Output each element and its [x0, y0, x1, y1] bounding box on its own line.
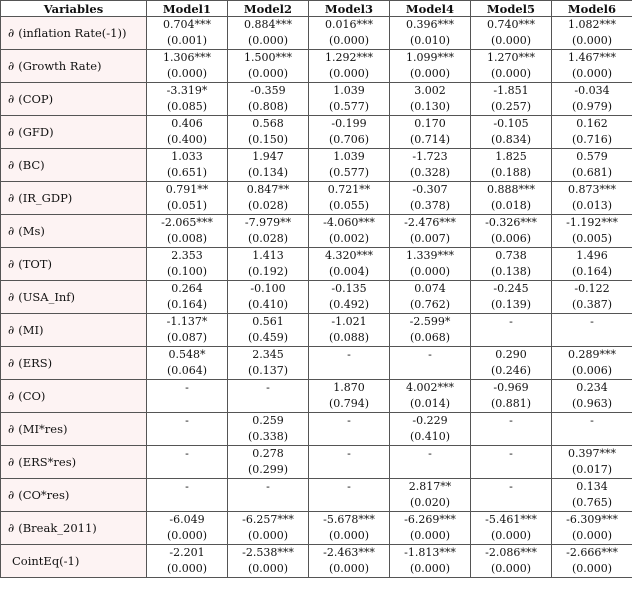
- pvalue-cell: (0.762): [390, 297, 471, 314]
- coefficient-cell: 2.353: [147, 248, 228, 265]
- coefficient-cell: 4.002***: [390, 380, 471, 397]
- coefficient-cell: -6.309***: [552, 512, 632, 529]
- pvalue-cell: (0.000): [471, 528, 552, 545]
- coefficient-cell: -3.319*: [147, 83, 228, 100]
- header-variables: Variables: [1, 1, 147, 17]
- pvalue-cell: (0.000): [552, 33, 632, 50]
- coefficient-cell: -0.359: [228, 83, 309, 100]
- coefficient-cell: -: [309, 347, 390, 364]
- pvalue-cell: [147, 495, 228, 512]
- variable-name: (USA_Inf): [18, 290, 76, 304]
- coefficient-cell: -0.199: [309, 116, 390, 133]
- pvalue-cell: (0.651): [147, 165, 228, 182]
- coefficient-cell: -: [147, 413, 228, 430]
- coefficient-cell: -6.269***: [390, 512, 471, 529]
- pvalue-cell: [228, 495, 309, 512]
- pvalue-cell: [390, 363, 471, 380]
- coefficient-cell: 0.134: [552, 479, 632, 496]
- coefficient-cell: -: [552, 413, 632, 430]
- pvalue-cell: (0.000): [309, 33, 390, 50]
- coefficient-cell: -2.201: [147, 545, 228, 562]
- pvalue-cell: (0.000): [552, 561, 632, 578]
- coefficient-cell: 0.397***: [552, 446, 632, 463]
- table-row-coefficients: [1, 314, 632, 331]
- coefficient-cell: 0.278: [228, 446, 309, 463]
- coefficient-cell: -2.476***: [390, 215, 471, 232]
- coefficient-cell: -5.678***: [309, 512, 390, 529]
- table-row-coefficients: [1, 50, 632, 67]
- pvalue-cell: (0.028): [228, 231, 309, 248]
- coefficient-cell: 0.888***: [471, 182, 552, 199]
- coefficient-cell: 0.884***: [228, 17, 309, 34]
- coefficient-cell: 1.496: [552, 248, 632, 265]
- table-row-coefficients: [1, 116, 632, 133]
- coefficient-cell: -1.723: [390, 149, 471, 166]
- coefficient-cell: -6.049: [147, 512, 228, 529]
- partial-symbol: ∂: [8, 323, 15, 337]
- partial-symbol: ∂: [8, 422, 15, 436]
- header-model3: Model3: [309, 1, 390, 17]
- coefficient-cell: 0.548*: [147, 347, 228, 364]
- pvalue-cell: (0.006): [471, 231, 552, 248]
- partial-symbol: ∂: [8, 59, 15, 73]
- coefficient-cell: -: [228, 479, 309, 496]
- pvalue-cell: (0.028): [228, 198, 309, 215]
- table-row-coefficients: [1, 83, 632, 100]
- pvalue-cell: (0.000): [390, 528, 471, 545]
- header-model1: Model1: [147, 1, 228, 17]
- pvalue-cell: [147, 462, 228, 479]
- pvalue-cell: [147, 396, 228, 413]
- pvalue-cell: [309, 363, 390, 380]
- pvalue-cell: (0.137): [228, 363, 309, 380]
- coefficient-cell: -: [471, 446, 552, 463]
- coefficient-cell: -0.307: [390, 182, 471, 199]
- pvalue-cell: (0.138): [471, 264, 552, 281]
- pvalue-cell: (0.000): [390, 561, 471, 578]
- pvalue-cell: (0.246): [471, 363, 552, 380]
- pvalue-cell: (0.577): [309, 165, 390, 182]
- pvalue-cell: [309, 495, 390, 512]
- variable-name: CointEq(-1): [12, 554, 80, 568]
- pvalue-cell: (0.000): [309, 66, 390, 83]
- pvalue-cell: (0.706): [309, 132, 390, 149]
- partial-symbol: ∂: [8, 191, 15, 205]
- coefficient-cell: -0.245: [471, 281, 552, 298]
- coefficient-cell: -0.326***: [471, 215, 552, 232]
- partial-symbol: ∂: [8, 455, 15, 469]
- table-row-coefficients: [1, 512, 632, 529]
- pvalue-cell: (0.410): [390, 429, 471, 446]
- coefficient-cell: -: [228, 380, 309, 397]
- pvalue-cell: (0.020): [390, 495, 471, 512]
- pvalue-cell: (0.000): [309, 528, 390, 545]
- pvalue-cell: (0.716): [552, 132, 632, 149]
- variable-label: [1, 83, 147, 116]
- coefficient-cell: 2.345: [228, 347, 309, 364]
- coefficient-cell: 0.738: [471, 248, 552, 265]
- variable-label: [1, 281, 147, 314]
- coefficient-cell: -: [552, 314, 632, 331]
- coefficient-cell: -2.538***: [228, 545, 309, 562]
- pvalue-cell: (0.328): [390, 165, 471, 182]
- header-model4: Model4: [390, 1, 471, 17]
- pvalue-cell: (0.459): [228, 330, 309, 347]
- coefficient-cell: 1.082***: [552, 17, 632, 34]
- header-model5: Model5: [471, 1, 552, 17]
- coefficient-cell: 1.270***: [471, 50, 552, 67]
- pvalue-cell: (0.064): [147, 363, 228, 380]
- pvalue-cell: (0.018): [471, 198, 552, 215]
- pvalue-cell: (0.188): [471, 165, 552, 182]
- pvalue-cell: (0.005): [552, 231, 632, 248]
- pvalue-cell: (0.164): [552, 264, 632, 281]
- table-row-coefficients: [1, 248, 632, 265]
- pvalue-cell: (0.400): [147, 132, 228, 149]
- coefficient-cell: -: [309, 479, 390, 496]
- pvalue-cell: (0.794): [309, 396, 390, 413]
- coefficient-cell: -2.065***: [147, 215, 228, 232]
- coefficient-cell: 0.264: [147, 281, 228, 298]
- coefficient-cell: 0.170: [390, 116, 471, 133]
- pvalue-cell: (0.299): [228, 462, 309, 479]
- pvalue-cell: (0.002): [309, 231, 390, 248]
- pvalue-cell: (0.000): [552, 66, 632, 83]
- pvalue-cell: (0.000): [228, 528, 309, 545]
- pvalue-cell: (0.130): [390, 99, 471, 116]
- coefficient-cell: -1.021: [309, 314, 390, 331]
- pvalue-cell: (0.008): [147, 231, 228, 248]
- pvalue-cell: (0.087): [147, 330, 228, 347]
- coefficient-cell: 0.396***: [390, 17, 471, 34]
- coefficient-cell: -0.105: [471, 116, 552, 133]
- pvalue-cell: (0.000): [147, 66, 228, 83]
- partial-symbol: ∂: [8, 125, 15, 139]
- coefficient-cell: 1.870: [309, 380, 390, 397]
- variable-name: (MI*res): [18, 422, 68, 436]
- coefficient-cell: 1.039: [309, 149, 390, 166]
- coefficient-cell: -1.192***: [552, 215, 632, 232]
- coefficient-cell: 0.791**: [147, 182, 228, 199]
- pvalue-cell: (0.085): [147, 99, 228, 116]
- coefficient-cell: -7.979**: [228, 215, 309, 232]
- coefficient-cell: 0.568: [228, 116, 309, 133]
- pvalue-cell: (0.881): [471, 396, 552, 413]
- coefficient-cell: -0.100: [228, 281, 309, 298]
- variable-label: [1, 50, 147, 83]
- pvalue-cell: (0.979): [552, 99, 632, 116]
- coefficient-cell: -0.229: [390, 413, 471, 430]
- coefficient-cell: 0.016***: [309, 17, 390, 34]
- coefficient-cell: 1.099***: [390, 50, 471, 67]
- table-row-coefficients: [1, 479, 632, 496]
- pvalue-cell: (0.000): [309, 561, 390, 578]
- coefficient-cell: 1.413: [228, 248, 309, 265]
- table-row-coefficients: [1, 380, 632, 397]
- pvalue-cell: (0.000): [228, 66, 309, 83]
- partial-symbol: ∂: [8, 488, 15, 502]
- coefficient-cell: 0.579: [552, 149, 632, 166]
- table-row-coefficients: [1, 215, 632, 232]
- pvalue-cell: (0.378): [390, 198, 471, 215]
- variable-name: (CO): [18, 389, 46, 403]
- coefficient-cell: 0.234: [552, 380, 632, 397]
- pvalue-cell: [390, 462, 471, 479]
- pvalue-cell: (0.010): [390, 33, 471, 50]
- pvalue-cell: (0.834): [471, 132, 552, 149]
- pvalue-cell: (0.051): [147, 198, 228, 215]
- pvalue-cell: (0.088): [309, 330, 390, 347]
- coefficient-cell: 1.306***: [147, 50, 228, 67]
- table-row-coefficients: [1, 17, 632, 34]
- coefficient-cell: -5.461***: [471, 512, 552, 529]
- pvalue-cell: (0.013): [552, 198, 632, 215]
- header-row: [1, 1, 632, 17]
- table-row-coefficients: [1, 182, 632, 199]
- partial-symbol: ∂: [8, 356, 15, 370]
- pvalue-cell: (0.681): [552, 165, 632, 182]
- coefficient-cell: 1.292***: [309, 50, 390, 67]
- variable-label: [1, 314, 147, 347]
- coefficient-cell: -: [390, 347, 471, 364]
- variable-label: [1, 479, 147, 512]
- coefficient-cell: 1.467***: [552, 50, 632, 67]
- table-row-coefficients: [1, 413, 632, 430]
- pvalue-cell: [309, 462, 390, 479]
- coefficient-cell: 1.033: [147, 149, 228, 166]
- pvalue-cell: (0.007): [390, 231, 471, 248]
- coefficient-cell: 1.039: [309, 83, 390, 100]
- variable-label: [1, 545, 147, 578]
- partial-symbol: ∂: [8, 521, 15, 535]
- variable-label: [1, 182, 147, 215]
- coefficient-cell: 2.817**: [390, 479, 471, 496]
- coefficient-cell: -2.086***: [471, 545, 552, 562]
- variable-label: [1, 149, 147, 182]
- pvalue-cell: [309, 429, 390, 446]
- pvalue-cell: [228, 396, 309, 413]
- coefficient-cell: 1.947: [228, 149, 309, 166]
- pvalue-cell: (0.387): [552, 297, 632, 314]
- partial-symbol: ∂: [8, 158, 15, 172]
- header-model6: Model6: [552, 1, 632, 17]
- coefficient-cell: 0.847**: [228, 182, 309, 199]
- pvalue-cell: (0.000): [147, 561, 228, 578]
- variable-label: [1, 380, 147, 413]
- pvalue-cell: (0.577): [309, 99, 390, 116]
- coefficient-cell: -: [147, 479, 228, 496]
- pvalue-cell: (0.150): [228, 132, 309, 149]
- variable-label: [1, 347, 147, 380]
- pvalue-cell: (0.963): [552, 396, 632, 413]
- pvalue-cell: (0.714): [390, 132, 471, 149]
- variable-label: [1, 446, 147, 479]
- variable-label: [1, 413, 147, 446]
- pvalue-cell: (0.000): [390, 264, 471, 281]
- coefficient-cell: 1.339***: [390, 248, 471, 265]
- variable-name: (BC): [18, 158, 45, 172]
- partial-symbol: ∂: [8, 290, 15, 304]
- variable-name: (MI): [18, 323, 44, 337]
- coefficient-cell: -2.599*: [390, 314, 471, 331]
- variable-label: [1, 215, 147, 248]
- coefficient-cell: -1.851: [471, 83, 552, 100]
- coefficient-cell: 0.406: [147, 116, 228, 133]
- variable-label: [1, 116, 147, 149]
- variable-name: (IR_GDP): [18, 191, 73, 205]
- coefficient-cell: -: [471, 413, 552, 430]
- coefficient-cell: -2.666***: [552, 545, 632, 562]
- coefficient-cell: 4.320***: [309, 248, 390, 265]
- pvalue-cell: (0.000): [471, 561, 552, 578]
- variable-name: (ERS*res): [18, 455, 77, 469]
- pvalue-cell: (0.000): [471, 66, 552, 83]
- coefficient-cell: 0.721**: [309, 182, 390, 199]
- coefficient-cell: 0.290: [471, 347, 552, 364]
- pvalue-cell: (0.000): [147, 528, 228, 545]
- pvalue-cell: (0.000): [552, 528, 632, 545]
- pvalue-cell: (0.004): [309, 264, 390, 281]
- partial-symbol: ∂: [8, 257, 15, 271]
- pvalue-cell: (0.000): [228, 561, 309, 578]
- coefficient-cell: -: [309, 413, 390, 430]
- coefficient-cell: 0.259: [228, 413, 309, 430]
- coefficient-cell: -: [147, 446, 228, 463]
- pvalue-cell: (0.257): [471, 99, 552, 116]
- coefficient-cell: -0.034: [552, 83, 632, 100]
- coefficient-cell: -: [147, 380, 228, 397]
- pvalue-cell: (0.055): [309, 198, 390, 215]
- pvalue-cell: (0.164): [147, 297, 228, 314]
- coefficient-cell: -0.122: [552, 281, 632, 298]
- variable-name: (inflation Rate(-1)): [18, 26, 127, 40]
- coefficient-cell: -0.135: [309, 281, 390, 298]
- partial-symbol: ∂: [8, 92, 15, 106]
- pvalue-cell: (0.006): [552, 363, 632, 380]
- table-row-coefficients: [1, 446, 632, 463]
- coefficient-cell: 0.873***: [552, 182, 632, 199]
- variable-label: [1, 248, 147, 281]
- variable-name: (Break_2011): [18, 521, 97, 535]
- pvalue-cell: (0.765): [552, 495, 632, 512]
- pvalue-cell: (0.014): [390, 396, 471, 413]
- variable-label: [1, 512, 147, 545]
- pvalue-cell: [147, 429, 228, 446]
- coefficient-cell: 0.074: [390, 281, 471, 298]
- pvalue-cell: (0.000): [471, 33, 552, 50]
- pvalue-cell: [471, 429, 552, 446]
- pvalue-cell: (0.000): [228, 33, 309, 50]
- partial-symbol: ∂: [8, 26, 15, 40]
- pvalue-cell: (0.100): [147, 264, 228, 281]
- variable-label: [1, 17, 147, 50]
- partial-symbol: ∂: [8, 389, 15, 403]
- coefficient-cell: -: [309, 446, 390, 463]
- coefficient-cell: -0.969: [471, 380, 552, 397]
- pvalue-cell: [552, 429, 632, 446]
- variable-name: (GFD): [18, 125, 54, 139]
- table-row-coefficients: [1, 545, 632, 562]
- pvalue-cell: [471, 330, 552, 347]
- table-body: [1, 17, 632, 578]
- variable-name: (CO*res): [18, 488, 70, 502]
- coefficient-cell: -: [471, 479, 552, 496]
- coefficient-cell: 0.704***: [147, 17, 228, 34]
- pvalue-cell: (0.139): [471, 297, 552, 314]
- table-row-coefficients: [1, 149, 632, 166]
- coefficient-cell: -2.463***: [309, 545, 390, 562]
- coefficient-cell: 0.740***: [471, 17, 552, 34]
- coefficient-cell: 3.002: [390, 83, 471, 100]
- pvalue-cell: (0.410): [228, 297, 309, 314]
- pvalue-cell: [471, 462, 552, 479]
- pvalue-cell: (0.134): [228, 165, 309, 182]
- coefficient-cell: -: [390, 446, 471, 463]
- variable-name: (ERS): [18, 356, 53, 370]
- pvalue-cell: (0.338): [228, 429, 309, 446]
- table-row-coefficients: [1, 347, 632, 364]
- pvalue-cell: (0.068): [390, 330, 471, 347]
- coefficient-cell: -1.813***: [390, 545, 471, 562]
- variable-name: (Growth Rate): [18, 59, 102, 73]
- variable-name: (COP): [18, 92, 54, 106]
- pvalue-cell: (0.017): [552, 462, 632, 479]
- partial-symbol: ∂: [8, 224, 15, 238]
- pvalue-cell: (0.492): [309, 297, 390, 314]
- coefficient-cell: 1.825: [471, 149, 552, 166]
- coefficient-cell: 1.500***: [228, 50, 309, 67]
- pvalue-cell: (0.808): [228, 99, 309, 116]
- coefficient-cell: -4.060***: [309, 215, 390, 232]
- coefficient-cell: 0.561: [228, 314, 309, 331]
- variable-name: (Ms): [18, 224, 45, 238]
- pvalue-cell: (0.001): [147, 33, 228, 50]
- coefficient-cell: -6.257***: [228, 512, 309, 529]
- variable-name: (TOT): [18, 257, 52, 271]
- pvalue-cell: [471, 495, 552, 512]
- coefficient-cell: 0.289***: [552, 347, 632, 364]
- table-row-coefficients: [1, 281, 632, 298]
- pvalue-cell: (0.000): [390, 66, 471, 83]
- pvalue-cell: [552, 330, 632, 347]
- coefficient-cell: 0.162: [552, 116, 632, 133]
- pvalue-cell: (0.192): [228, 264, 309, 281]
- header-model2: Model2: [228, 1, 309, 17]
- coefficient-cell: -1.137*: [147, 314, 228, 331]
- coefficient-cell: -: [471, 314, 552, 331]
